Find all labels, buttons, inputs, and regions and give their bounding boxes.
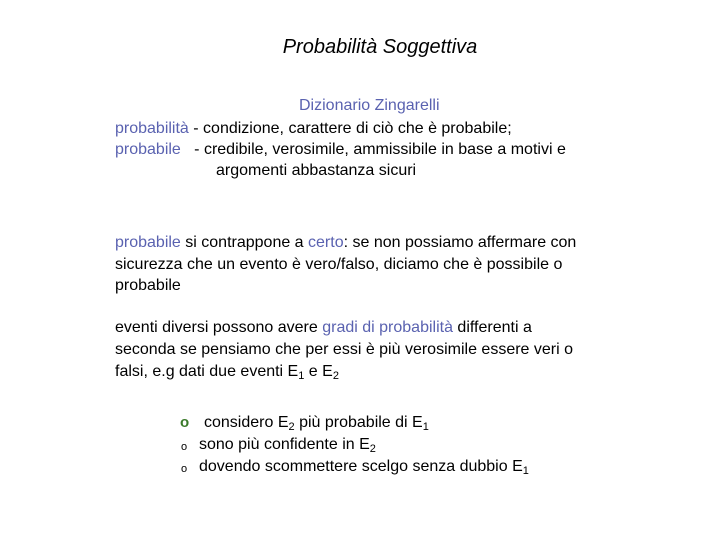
definition-text: - condizione, carattere di ciò che è probabile; (188, 120, 512, 137)
term-probabile: probabile (115, 141, 181, 158)
paragraph1-text2: : se non possiamo affermare con (343, 234, 577, 251)
subscript-2: 2 (332, 370, 339, 382)
bullet-marker-icon: o (180, 414, 190, 431)
bullet-item-1-text-a: considero E (204, 414, 289, 431)
subscript-2: 2 (288, 421, 295, 433)
paragraph2-line3-text-a: falsi, e.g dati due eventi E (115, 363, 299, 380)
paragraph2-line2: seconda se pensiamo che per essi è più verosimile essere veri o (115, 341, 574, 358)
paragraph1-line2: sicurezza che un evento è vero/falso, diciamo che è possibile o (115, 256, 563, 273)
bullet-item-2 (199, 435, 376, 455)
bullet-item-2-text: sono più confidente in E (199, 436, 370, 453)
bullet-marker-icon: o (181, 441, 188, 453)
definition-probabilita (115, 119, 512, 139)
dictionary-header: Dizionario Zingarelli (299, 97, 440, 114)
bullet-item-3 (199, 457, 529, 477)
subscript-2: 2 (369, 443, 376, 455)
paragraph2-line3-text-b: e E (304, 363, 333, 380)
term-probabile-2: probabile (115, 234, 181, 251)
term-certo: certo (308, 234, 344, 251)
definition-probabile (115, 140, 566, 160)
paragraph2-line1 (115, 318, 532, 338)
paragraph1-line1 (115, 233, 576, 253)
subscript-1: 1 (298, 370, 305, 382)
term-probabilita: probabilità (115, 120, 189, 137)
definition-text: - credibile, verosimile, ammissibile in base a motivi e (180, 141, 566, 158)
subscript-1: 1 (522, 465, 529, 477)
bullet-item-1 (204, 413, 429, 433)
paragraph1-text1: si contrappone a (180, 234, 309, 251)
bullet-marker-icon: o (181, 463, 188, 475)
slide-title: Probabilità Soggettiva (282, 36, 478, 58)
paragraph1-line3: probabile (115, 277, 181, 294)
paragraph2-text1: eventi diversi possono avere (115, 319, 323, 336)
bullet-item-3-text: dovendo scommettere scelgo senza dubbio E (199, 458, 523, 475)
bullet-item-1-text-b: più probabile di E (294, 414, 423, 431)
subscript-1: 1 (422, 421, 429, 433)
paragraph2-text2: differenti a (452, 319, 532, 336)
paragraph2-line3 (115, 362, 339, 382)
term-gradi-di-probabilita: gradi di probabilità (322, 319, 453, 336)
definition-continuation: argomenti abbastanza sicuri (216, 162, 417, 179)
